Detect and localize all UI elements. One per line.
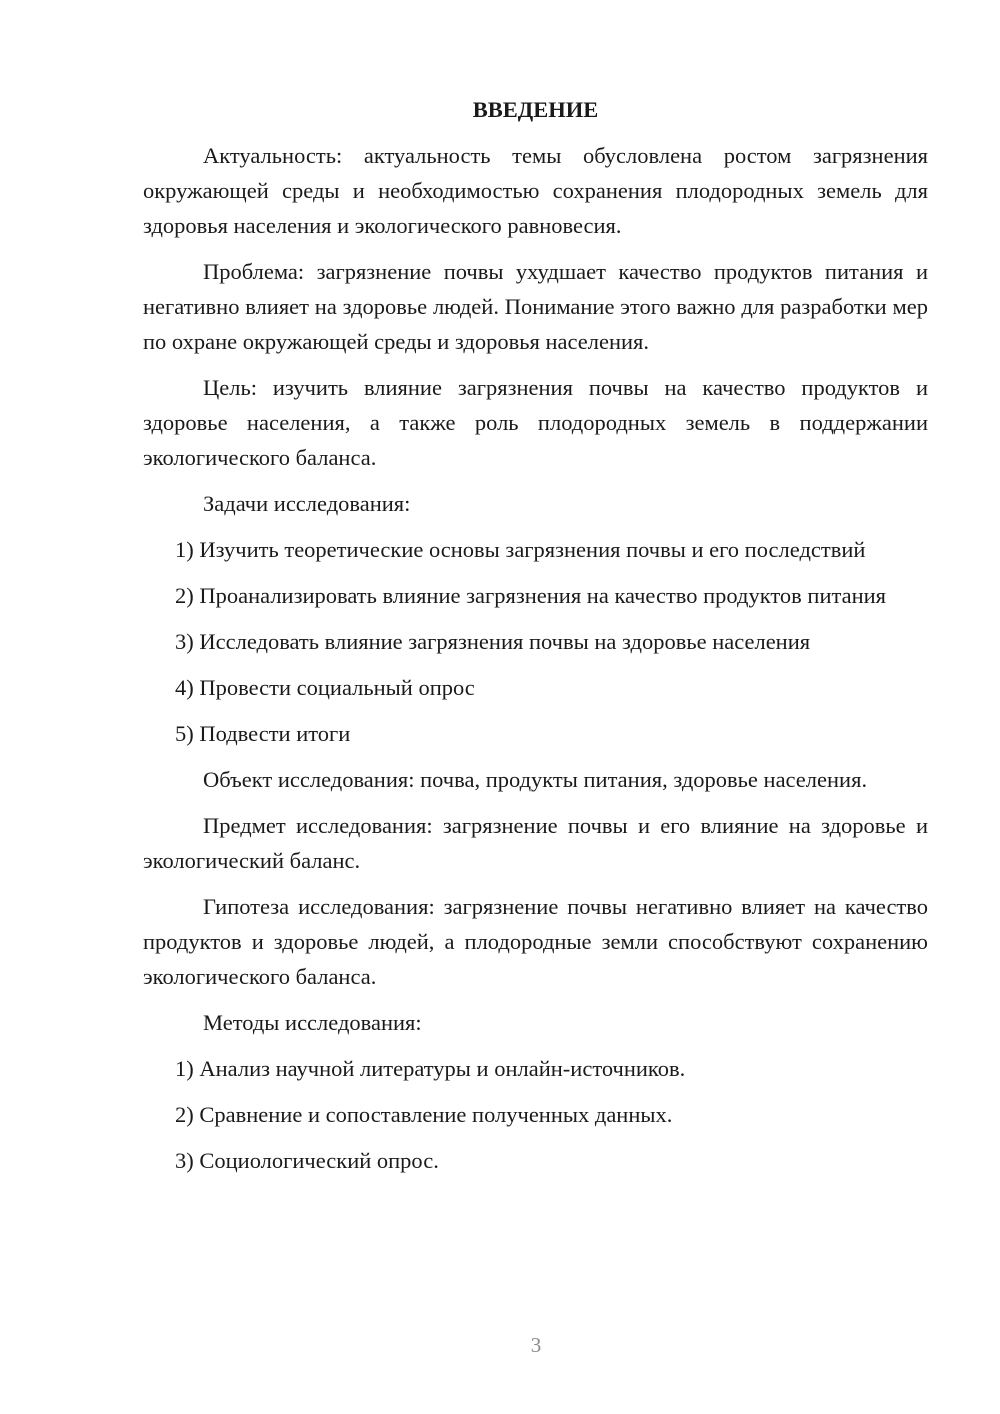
task-item: 2) Проанализировать влияние загрязнения на качество продуктов питания	[175, 583, 887, 608]
hypothesis-paragraph: Гипотеза исследования: загрязнение почвы негативно влияет на качество продуктов и здоровье людей, а плодородные земли способствуют сохранению экологического баланса.	[143, 894, 928, 989]
object-paragraph: Объект исследования: почва, продукты питания, здоровье населения.	[203, 767, 868, 792]
document-page	[143, 92, 928, 1189]
method-item: 1) Анализ научной литературы и онлайн-источников.	[175, 1056, 686, 1081]
section-title: ВВЕДЕНИЕ	[472, 97, 599, 122]
method-item: 2) Сравнение и сопоставление полученных данных.	[175, 1102, 673, 1127]
method-item: 3) Социологический опрос.	[175, 1148, 439, 1173]
subject-paragraph: Предмет исследования: загрязнение почвы и его влияние на здоровье и экологический баланс.	[143, 813, 928, 873]
task-item: 3) Исследовать влияние загрязнения почвы на здоровье населения	[175, 629, 811, 654]
task-item: 5) Подвести итоги	[175, 721, 351, 746]
task-item: 1) Изучить теоретические основы загрязнения почвы и его последствий	[175, 537, 866, 562]
task-item: 4) Провести социальный опрос	[175, 675, 475, 700]
methods-label: Методы исследования:	[203, 1010, 422, 1035]
goal-paragraph: Цель: изучить влияние загрязнения почвы на качество продуктов и здоровье населения, а также роль плодородных земель в поддержании экологического баланса.	[143, 375, 928, 470]
tasks-label: Задачи исследования:	[203, 491, 411, 516]
problem-paragraph: Проблема: загрязнение почвы ухудшает качество продуктов питания и негативно влияет на здоровье людей. Понимание этого важно для разработки мер по охране окружающей среды и здоровья населения.	[143, 259, 928, 354]
relevance-paragraph: Актуальность: актуальность темы обусловлена ростом загрязнения окружающей среды и необходимостью сохранения плодородных земель для здоровья населения и экологического равновесия.	[143, 143, 928, 238]
page-number: 3	[530, 1333, 542, 1357]
